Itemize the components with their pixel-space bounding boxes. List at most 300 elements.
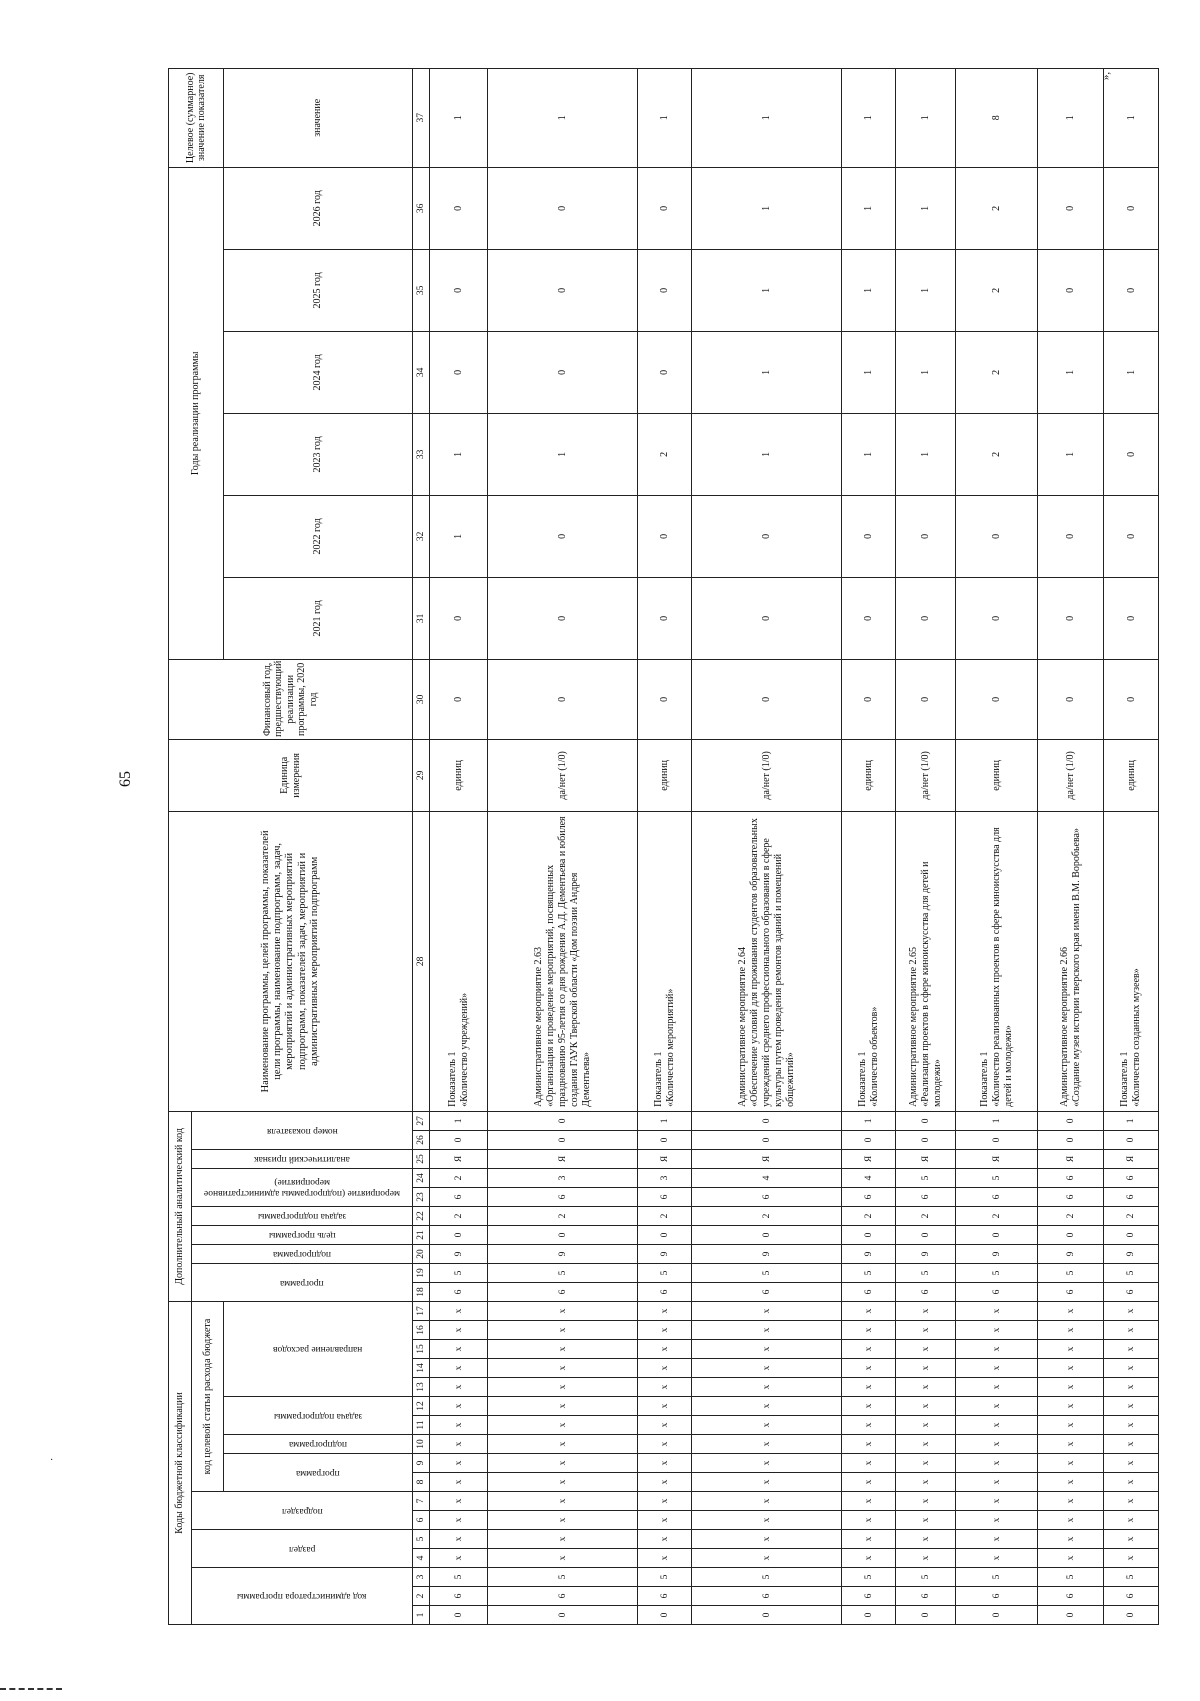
code-cell: х (488, 1321, 638, 1340)
code-cell: 1 (1104, 1111, 1159, 1130)
code-cell: 0 (488, 1606, 638, 1625)
value-cell: 0 (638, 659, 692, 739)
value-cell: 0 (1038, 659, 1104, 739)
column-index-cell: 22 (413, 1206, 430, 1225)
code-cell: Я (842, 1149, 896, 1168)
value-cell: 2 (956, 249, 1038, 331)
column-index-cell: 7 (413, 1492, 430, 1511)
code-cell: х (692, 1511, 842, 1530)
header-a-event-text: мероприятие (подпрограммы административное мероприятие) (203, 1177, 401, 1199)
code-cell: х (1038, 1340, 1104, 1359)
code-cell: х (1104, 1549, 1159, 1568)
value-cell: 1 (638, 68, 692, 167)
header-a-analytic-sign-text: аналитический признак (254, 1154, 350, 1165)
code-cell: х (638, 1492, 692, 1511)
value-cell: 1 (488, 68, 638, 167)
header-admin-code-text: код администратора программы (237, 1591, 367, 1602)
code-cell: х (1104, 1340, 1159, 1359)
code-cell: 5 (638, 1568, 692, 1587)
code-cell: 3 (488, 1168, 638, 1187)
code-cell: х (430, 1378, 488, 1397)
header-expense-direction-text: направление расходов (273, 1344, 363, 1355)
code-cell: 5 (1104, 1263, 1159, 1282)
code-cell: 0 (1104, 1130, 1159, 1149)
code-cell: 0 (896, 1111, 956, 1130)
column-index-cell: 29 (413, 739, 430, 811)
unit-cell: да/нет (1/0) (692, 739, 842, 811)
header-a-program-goal-text: цель программы (268, 1230, 336, 1241)
code-cell: х (488, 1549, 638, 1568)
code-cell: 0 (896, 1606, 956, 1625)
row-name-cell: Административное мероприятие 2.64 «Обеспечение условий для проживания студентов образовательных учреждений среднего профессионального образования в сфере культуры путем проведения ремонтов зданий и помещений общежитий» (692, 811, 842, 1111)
header-additional-code: Дополнительный аналитический код (169, 1111, 192, 1301)
code-cell: 6 (842, 1187, 896, 1206)
header-y2026: 2026 год (224, 167, 413, 249)
code-cell: х (488, 1511, 638, 1530)
value-cell: 1 (1038, 413, 1104, 495)
code-cell: 5 (842, 1568, 896, 1587)
code-cell: 0 (638, 1606, 692, 1625)
value-cell: 0 (1104, 577, 1159, 659)
code-cell: х (896, 1549, 956, 1568)
code-cell: х (430, 1397, 488, 1416)
table-row (956, 68, 1038, 1624)
code-cell: х (638, 1340, 692, 1359)
code-cell: х (488, 1301, 638, 1320)
value-cell: 1 (842, 331, 896, 413)
header-y2025: 2025 год (224, 249, 413, 331)
code-cell: 0 (692, 1111, 842, 1130)
column-index-cell: 3 (413, 1568, 430, 1587)
code-cell: х (1038, 1511, 1104, 1530)
value-cell: 0 (1104, 659, 1159, 739)
code-cell: 0 (956, 1225, 1038, 1244)
code-cell: 5 (956, 1168, 1038, 1187)
code-cell: 6 (1038, 1282, 1104, 1301)
value-cell: 0 (1038, 577, 1104, 659)
value-cell: 2 (638, 413, 692, 495)
header-y2021: 2021 год (224, 577, 413, 659)
code-cell: х (956, 1435, 1038, 1454)
code-cell: х (956, 1473, 1038, 1492)
code-cell: х (1038, 1492, 1104, 1511)
column-index-cell: 10 (413, 1435, 430, 1454)
header-y2024: 2024 год (224, 331, 413, 413)
value-cell: 0 (488, 659, 638, 739)
code-cell: х (692, 1301, 842, 1320)
value-cell: 1 (1104, 68, 1159, 167)
rotated-table-frame (168, 70, 1142, 1625)
header-a-program-text: программа (280, 1277, 324, 1288)
value-cell: 0 (692, 495, 842, 577)
value-cell: 0 (842, 659, 896, 739)
code-cell: 2 (842, 1206, 896, 1225)
code-cell: 0 (1038, 1225, 1104, 1244)
unit-cell: да/нет (1/0) (488, 739, 638, 811)
value-cell: 0 (638, 577, 692, 659)
code-cell: 5 (430, 1568, 488, 1587)
value-cell: 1 (692, 413, 842, 495)
column-index-cell: 15 (413, 1340, 430, 1359)
code-cell: 0 (488, 1225, 638, 1244)
code-cell: х (1038, 1454, 1104, 1473)
header-section-text: раздел (288, 1543, 316, 1554)
code-cell: х (692, 1435, 842, 1454)
value-cell: 0 (956, 577, 1038, 659)
code-cell: 6 (896, 1187, 956, 1206)
code-cell: х (488, 1473, 638, 1492)
column-index-cell: 20 (413, 1244, 430, 1263)
margin-dot: · (50, 1455, 54, 1466)
code-cell: х (638, 1301, 692, 1320)
row-name-cell: Административное мероприятие 2.63 «Организация и проведение мероприятий, посвященных празднованию 95-летия со дня рождения А.Д. Дементьева и юбилея создания ГАУК Тверской области «Дом поэзии Андрея Дементьева» (488, 811, 638, 1111)
column-index-cell: 6 (413, 1511, 430, 1530)
code-cell: 5 (896, 1263, 956, 1282)
column-index-cell: 12 (413, 1397, 430, 1416)
code-cell: 0 (488, 1130, 638, 1149)
value-cell: 0 (692, 659, 842, 739)
code-cell: х (638, 1530, 692, 1549)
code-cell: 2 (488, 1206, 638, 1225)
header-target-article: код целевой статьи расхода бюджета (192, 1301, 224, 1491)
value-cell: 0 (1038, 167, 1104, 249)
value-cell: 0 (488, 167, 638, 249)
code-cell: х (896, 1454, 956, 1473)
header-name: Наименование программы, целей программы, показателей цели программы, наименование подпрограмм, задач, мероприятий и административных мероприятий подпрограмм, показателей задач, мероприятий и административных мероприятий подпрограмм (169, 811, 413, 1111)
value-cell: 0 (430, 331, 488, 413)
value-cell: 1 (692, 68, 842, 167)
code-cell: х (692, 1397, 842, 1416)
code-cell: х (1038, 1397, 1104, 1416)
table-rotated-container (168, 70, 1142, 1625)
value-cell: 2 (956, 331, 1038, 413)
unit-cell: да/нет (1/0) (1038, 739, 1104, 811)
value-cell: 2 (956, 413, 1038, 495)
code-cell: 6 (956, 1587, 1038, 1606)
code-cell: Я (692, 1149, 842, 1168)
code-cell: 0 (842, 1130, 896, 1149)
code-cell: 6 (692, 1587, 842, 1606)
column-index-cell: 11 (413, 1416, 430, 1435)
value-cell: 0 (842, 495, 896, 577)
value-cell: 0 (896, 495, 956, 577)
code-cell: х (896, 1340, 956, 1359)
header-subsection-text: подраздел (281, 1505, 323, 1516)
code-cell: х (896, 1397, 956, 1416)
code-cell: х (842, 1416, 896, 1435)
code-cell: 1 (956, 1111, 1038, 1130)
code-cell: 9 (956, 1244, 1038, 1263)
code-cell: 1 (638, 1111, 692, 1130)
code-cell: х (488, 1378, 638, 1397)
code-cell: 5 (956, 1568, 1038, 1587)
code-cell: х (692, 1549, 842, 1568)
value-cell: 1 (692, 331, 842, 413)
column-index-cell: 36 (413, 167, 430, 249)
code-cell: 0 (956, 1130, 1038, 1149)
code-cell: х (692, 1454, 842, 1473)
unit-cell: единиц (638, 739, 692, 811)
column-index-cell: 23 (413, 1187, 430, 1206)
code-cell: х (1038, 1473, 1104, 1492)
code-cell: х (1038, 1301, 1104, 1320)
code-cell: 5 (692, 1568, 842, 1587)
row-name-cell: Показатель 1 «Количество объектов» (842, 811, 896, 1111)
code-cell: х (430, 1549, 488, 1568)
code-cell: х (842, 1549, 896, 1568)
code-cell: х (692, 1321, 842, 1340)
header-a-program (192, 1263, 413, 1301)
code-cell: х (1038, 1549, 1104, 1568)
row-name-cell: Показатель 1 «Количество мероприятий» (638, 811, 692, 1111)
value-cell: 0 (1038, 495, 1104, 577)
code-cell: х (638, 1549, 692, 1568)
row-name-cell: Показатель 1 «Количество учреждений» (430, 811, 488, 1111)
code-cell: х (692, 1378, 842, 1397)
value-cell: 0 (638, 249, 692, 331)
code-cell: 9 (692, 1244, 842, 1263)
header-a-analytic-sign (192, 1149, 413, 1168)
table-row (896, 68, 956, 1624)
code-cell: х (842, 1492, 896, 1511)
code-cell: 0 (896, 1130, 956, 1149)
value-cell: 1 (1038, 68, 1104, 167)
value-cell: 1 (488, 413, 638, 495)
code-cell: х (896, 1378, 956, 1397)
code-cell: х (692, 1473, 842, 1492)
code-cell: 0 (692, 1225, 842, 1244)
value-cell: 0 (488, 495, 638, 577)
code-cell: х (842, 1321, 896, 1340)
column-index-cell: 35 (413, 249, 430, 331)
code-cell: Я (1104, 1149, 1159, 1168)
code-cell: х (842, 1454, 896, 1473)
value-cell: 0 (638, 331, 692, 413)
code-cell: 6 (1104, 1587, 1159, 1606)
code-cell: х (842, 1397, 896, 1416)
code-cell: 0 (1038, 1606, 1104, 1625)
code-cell: 6 (896, 1587, 956, 1606)
value-cell: 0 (430, 167, 488, 249)
value-cell: 0 (1038, 249, 1104, 331)
code-cell: 6 (488, 1187, 638, 1206)
code-cell: х (1104, 1454, 1159, 1473)
header-unit: Единица измерения (169, 739, 413, 811)
code-cell: х (692, 1530, 842, 1549)
code-cell: 9 (430, 1244, 488, 1263)
code-cell: х (1104, 1378, 1159, 1397)
table-row (692, 68, 842, 1624)
code-cell: 2 (692, 1206, 842, 1225)
code-cell: 6 (1038, 1187, 1104, 1206)
code-cell: х (1038, 1435, 1104, 1454)
column-index-cell: 25 (413, 1149, 430, 1168)
code-cell: х (430, 1321, 488, 1340)
code-cell: х (896, 1301, 956, 1320)
code-cell: 5 (638, 1263, 692, 1282)
code-cell: 6 (956, 1187, 1038, 1206)
code-cell: х (488, 1530, 638, 1549)
code-cell: Я (1038, 1149, 1104, 1168)
margin-mark: », (1100, 71, 1113, 81)
code-cell: х (956, 1378, 1038, 1397)
code-cell: х (488, 1397, 638, 1416)
column-index-cell: 17 (413, 1301, 430, 1320)
code-cell: 5 (1038, 1568, 1104, 1587)
code-cell: х (638, 1454, 692, 1473)
value-cell: 1 (896, 413, 956, 495)
code-cell: х (956, 1359, 1038, 1378)
column-index-cell: 4 (413, 1549, 430, 1568)
header-a-subprogram (192, 1244, 413, 1263)
code-cell: х (430, 1473, 488, 1492)
code-cell: 0 (896, 1225, 956, 1244)
code-cell: 4 (842, 1168, 896, 1187)
code-cell: 5 (896, 1168, 956, 1187)
header-a-indicator-number (192, 1111, 413, 1149)
code-cell: 5 (488, 1568, 638, 1587)
code-cell: 0 (430, 1130, 488, 1149)
code-cell: х (1104, 1435, 1159, 1454)
code-cell: 9 (842, 1244, 896, 1263)
column-index-cell: 34 (413, 331, 430, 413)
code-cell: 1 (430, 1111, 488, 1130)
code-cell: 0 (638, 1225, 692, 1244)
code-cell: 6 (842, 1282, 896, 1301)
code-cell: 6 (638, 1282, 692, 1301)
code-cell: х (638, 1378, 692, 1397)
header-target: Целевое (суммарное) значение показателя (169, 68, 224, 167)
code-cell: х (956, 1321, 1038, 1340)
code-cell: 2 (896, 1206, 956, 1225)
code-cell: 6 (896, 1282, 956, 1301)
value-cell: 1 (842, 167, 896, 249)
row-name-cell: Административное мероприятие 2.66 «Создание музея истории тверского края имени В.М. Воробьева» (1038, 811, 1104, 1111)
value-cell: 0 (842, 577, 896, 659)
code-cell: х (896, 1473, 956, 1492)
code-cell: 2 (430, 1206, 488, 1225)
table-row (1038, 68, 1104, 1624)
code-cell: 6 (842, 1587, 896, 1606)
code-cell: х (488, 1340, 638, 1359)
code-cell: 6 (638, 1187, 692, 1206)
code-cell: х (1104, 1492, 1159, 1511)
code-cell: х (488, 1492, 638, 1511)
code-cell: 0 (1038, 1111, 1104, 1130)
column-index-cell: 19 (413, 1263, 430, 1282)
code-cell: 6 (1104, 1282, 1159, 1301)
code-cell: 9 (896, 1244, 956, 1263)
value-cell: 0 (956, 659, 1038, 739)
code-cell: х (956, 1492, 1038, 1511)
code-cell: 3 (638, 1168, 692, 1187)
code-cell: 6 (430, 1587, 488, 1606)
column-index-cell: 28 (413, 811, 430, 1111)
value-cell: 1 (692, 167, 842, 249)
header-y2022: 2022 год (224, 495, 413, 577)
row-name-cell: Административное мероприятие 2.65 «Реализация проектов в сфере киноискусства для детей и молодежи» (896, 811, 956, 1111)
code-cell: х (692, 1359, 842, 1378)
code-cell: х (638, 1511, 692, 1530)
code-cell: 5 (1038, 1263, 1104, 1282)
unit-cell: единиц (956, 739, 1038, 811)
code-cell: 6 (1038, 1168, 1104, 1187)
code-cell: Я (956, 1149, 1038, 1168)
header-program-text: программа (296, 1467, 340, 1478)
code-cell: х (430, 1301, 488, 1320)
value-cell: 1 (692, 249, 842, 331)
column-index-cell: 2 (413, 1587, 430, 1606)
code-cell: х (896, 1416, 956, 1435)
code-cell: х (956, 1301, 1038, 1320)
code-cell: 9 (488, 1244, 638, 1263)
code-cell: х (1038, 1359, 1104, 1378)
code-cell: х (896, 1511, 956, 1530)
code-cell: 0 (692, 1130, 842, 1149)
unit-cell: единиц (842, 739, 896, 811)
value-cell: 0 (488, 249, 638, 331)
header-a-subprogram-task-text: задача подпрограммы (257, 1211, 347, 1222)
code-cell: 4 (692, 1168, 842, 1187)
code-cell: х (1104, 1321, 1159, 1340)
column-index-cell: 33 (413, 413, 430, 495)
header-subprogram (224, 1435, 413, 1454)
code-cell: х (842, 1340, 896, 1359)
code-cell: 6 (692, 1282, 842, 1301)
code-cell: 2 (956, 1206, 1038, 1225)
code-cell: х (638, 1473, 692, 1492)
code-cell: х (430, 1435, 488, 1454)
column-index-cell: 1 (413, 1606, 430, 1625)
code-cell: х (956, 1549, 1038, 1568)
code-cell: х (488, 1454, 638, 1473)
code-cell: х (1038, 1378, 1104, 1397)
header-a-subprogram-text: подпрограмма (272, 1249, 332, 1260)
header-section (192, 1530, 413, 1568)
code-cell: х (638, 1321, 692, 1340)
code-cell: х (956, 1340, 1038, 1359)
unit-cell: единиц (1104, 739, 1159, 811)
value-cell: 1 (896, 167, 956, 249)
code-cell: 5 (956, 1263, 1038, 1282)
header-expense-direction (224, 1301, 413, 1396)
code-cell: х (956, 1511, 1038, 1530)
code-cell: х (842, 1359, 896, 1378)
code-cell: х (896, 1492, 956, 1511)
code-cell: 5 (1104, 1568, 1159, 1587)
code-cell: х (488, 1435, 638, 1454)
value-cell: 1 (1038, 331, 1104, 413)
table-row (842, 68, 896, 1624)
code-cell: х (1104, 1530, 1159, 1549)
code-cell: х (956, 1530, 1038, 1549)
code-cell: х (638, 1435, 692, 1454)
header-target-value: значение (224, 68, 413, 167)
code-cell: Я (430, 1149, 488, 1168)
column-index-cell: 9 (413, 1454, 430, 1473)
code-cell: х (692, 1416, 842, 1435)
value-cell: 1 (430, 68, 488, 167)
code-cell: 6 (430, 1187, 488, 1206)
code-cell: 2 (1038, 1206, 1104, 1225)
column-index-cell: 14 (413, 1359, 430, 1378)
code-cell: 5 (430, 1263, 488, 1282)
code-cell: х (842, 1530, 896, 1549)
code-cell: 0 (1104, 1225, 1159, 1244)
value-cell: 0 (1104, 167, 1159, 249)
row-name-cell: Показатель 1 «Количество созданных музеев» (1104, 811, 1159, 1111)
column-index-cell: 16 (413, 1321, 430, 1340)
